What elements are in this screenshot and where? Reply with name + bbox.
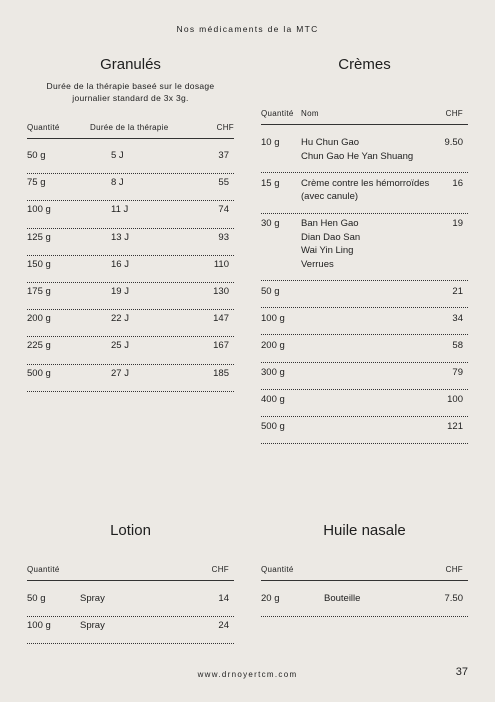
table-row — [261, 394, 468, 417]
chf-cell: 34 — [452, 312, 463, 324]
duree-cell: 25 J — [111, 340, 129, 352]
chf-cell: 79 — [452, 367, 463, 379]
table-row — [27, 150, 234, 174]
huile-section — [261, 522, 468, 622]
nom-cell — [301, 177, 429, 204]
nom-line: Verrues — [301, 258, 334, 270]
chf-cell: 24 — [218, 620, 229, 631]
chf-cell: 58 — [452, 340, 463, 351]
lotion-section — [27, 522, 234, 642]
table-row — [261, 421, 468, 444]
quantite-cell: 125 g — [27, 231, 51, 243]
quantite-cell: 500 g — [261, 421, 285, 433]
col-chf-header: CHF — [445, 565, 463, 574]
table-row — [261, 137, 468, 173]
lotion-title: Lotion — [110, 522, 151, 539]
quantite-cell: 400 g — [261, 394, 285, 406]
table-row — [27, 259, 234, 283]
table-row — [27, 340, 234, 364]
table-row — [27, 313, 234, 337]
page-number: 37 — [455, 666, 468, 678]
table-row — [27, 232, 234, 256]
quantite-cell: 150 g — [27, 258, 51, 270]
quantite-cell: 75 g — [27, 177, 46, 189]
type-cell: Spray — [80, 620, 105, 631]
table-row — [261, 593, 468, 617]
chf-cell: 121 — [447, 421, 463, 433]
col-chf-header: CHF — [445, 109, 463, 118]
type-cell: Bouteille — [324, 593, 361, 604]
col-chf-header: CHF — [216, 123, 234, 132]
chf-cell: 74 — [218, 204, 229, 216]
quantite-cell: 100 g — [261, 312, 285, 324]
duree-cell: 16 J — [111, 258, 129, 270]
granules-header-rule — [27, 138, 234, 139]
chf-cell: 21 — [452, 285, 463, 297]
granules-subtitle-line-1: Durée de la thérapie baseé sur le dosage — [46, 81, 215, 91]
quantite-cell: 50 g — [27, 150, 46, 161]
cremes-section — [261, 56, 468, 436]
granules-section — [27, 56, 234, 386]
nom-line: Chun Gao He Yan Shuang — [301, 150, 414, 162]
cremes-header-rule — [261, 124, 468, 125]
table-row — [27, 368, 234, 392]
col-quantite-header: Quantité — [261, 565, 294, 574]
duree-cell: 13 J — [111, 231, 129, 243]
chf-cell: 16 — [452, 177, 463, 189]
nom-line: Ban Hen Gao — [301, 218, 359, 230]
duree-cell: 8 J — [111, 177, 124, 189]
table-row — [27, 204, 234, 228]
quantite-cell: 500 g — [27, 367, 51, 379]
chf-cell: 167 — [213, 340, 229, 352]
chf-cell: 14 — [218, 593, 229, 604]
chf-cell: 110 — [213, 258, 229, 270]
granules-subtitle-line-2: journalier standard de 3x 3g. — [72, 93, 189, 103]
quantite-cell: 100 g — [27, 620, 51, 631]
col-quantite-header: Quantité — [261, 109, 294, 118]
chf-cell: 37 — [218, 150, 229, 161]
table-row — [261, 340, 468, 363]
lotion-header-rule — [27, 580, 234, 581]
chf-cell: 130 — [213, 286, 229, 297]
nom-line: (avec canule) — [301, 191, 359, 203]
table-row — [261, 286, 468, 309]
duree-cell: 19 J — [111, 286, 129, 297]
chf-cell: 9.50 — [444, 137, 463, 148]
chf-cell: 100 — [447, 394, 463, 406]
chf-cell: 93 — [218, 231, 229, 243]
quantite-cell: 225 g — [27, 340, 51, 352]
granules-title: Granulés — [100, 56, 161, 73]
chf-cell: 147 — [213, 313, 229, 325]
col-chf-header: CHF — [211, 565, 229, 574]
chf-cell: 55 — [218, 177, 229, 189]
nom-line: Dian Dao San — [301, 231, 361, 243]
quantite-cell: 175 g — [27, 286, 51, 297]
quantite-cell: 30 g — [261, 218, 280, 230]
table-row — [261, 313, 468, 336]
nom-line: Crème contre les hémorroïdes — [301, 177, 430, 189]
quantite-cell: 10 g — [261, 137, 280, 148]
col-quantite-header: Quantité — [27, 123, 60, 132]
chf-cell: 7.50 — [444, 593, 463, 604]
quantite-cell: 300 g — [261, 367, 285, 379]
duree-cell: 27 J — [111, 367, 129, 379]
duree-cell: 5 J — [111, 150, 124, 161]
table-row — [27, 286, 234, 310]
duree-cell: 22 J — [111, 313, 129, 325]
table-row — [261, 218, 468, 281]
chf-cell: 19 — [452, 218, 463, 230]
duree-cell: 11 J — [111, 204, 129, 216]
col-duree-header: Durée de la thérapie — [90, 123, 169, 132]
table-row — [261, 367, 468, 390]
quantite-cell: 100 g — [27, 204, 51, 216]
table-row — [27, 177, 234, 201]
quantite-cell: 200 g — [261, 340, 285, 351]
quantite-cell: 50 g — [261, 285, 280, 297]
nom-line: Hu Chun Gao — [301, 137, 360, 148]
table-row — [261, 178, 468, 214]
huile-title: Huile nasale — [323, 522, 406, 539]
table-row — [27, 593, 234, 617]
quantite-cell: 50 g — [27, 593, 46, 604]
nom-line: Wai Yin Ling — [301, 245, 354, 257]
nom-cell — [301, 136, 413, 163]
col-quantite-header: Quantité — [27, 565, 60, 574]
cremes-title: Crèmes — [338, 56, 391, 73]
quantite-cell: 20 g — [261, 593, 280, 604]
quantite-cell: 15 g — [261, 177, 280, 189]
col-nom-header: Nom — [301, 109, 319, 118]
quantite-cell: 200 g — [27, 313, 51, 325]
type-cell: Spray — [80, 593, 105, 604]
footer-url: www.drnoyertcm.com — [197, 670, 298, 679]
page-header: Nos médicaments de la MTC — [176, 24, 319, 34]
chf-cell: 185 — [213, 367, 229, 379]
table-row — [27, 620, 234, 644]
huile-header-rule — [261, 580, 468, 581]
nom-cell — [301, 217, 360, 271]
